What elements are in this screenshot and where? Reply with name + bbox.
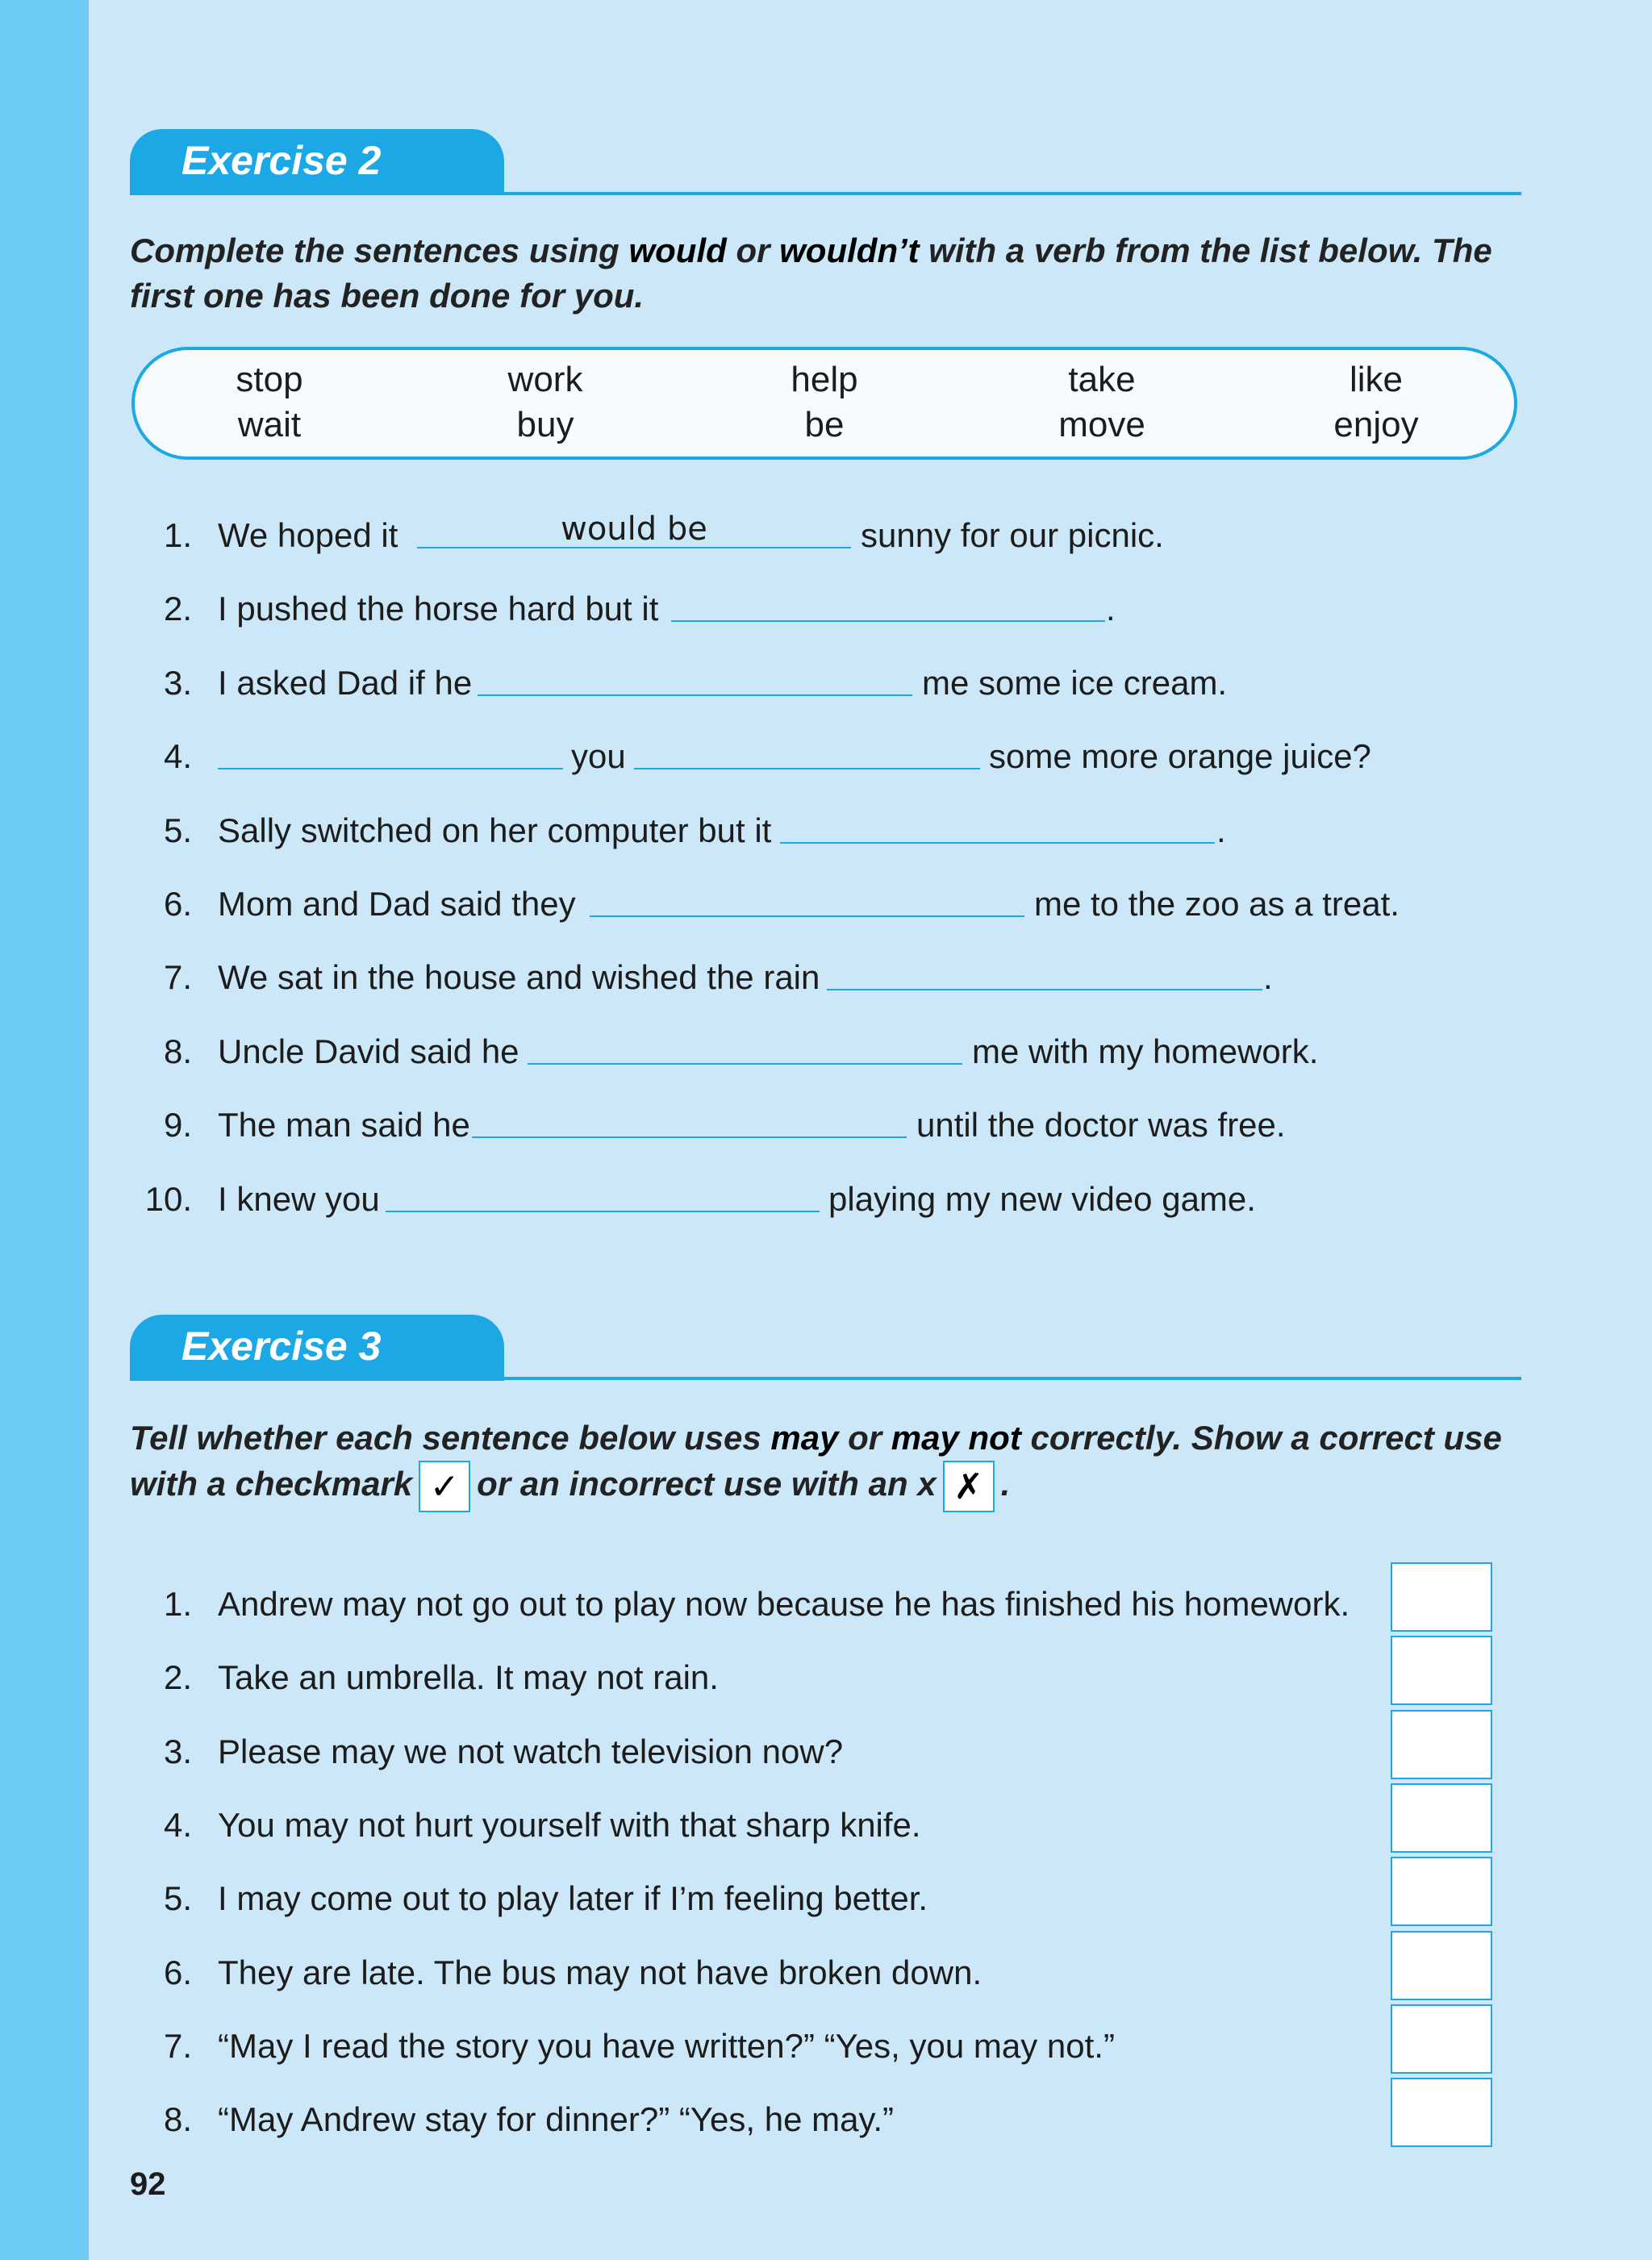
sentence-item [0, 1101, 1652, 1149]
verb-option: move [1058, 405, 1145, 444]
item-number: 1. [163, 516, 192, 554]
item-number: 4. [163, 1805, 192, 1844]
item-number: 7. [163, 2026, 192, 2065]
sentence-start: I pushed the horse hard but it [218, 590, 659, 628]
sentence-text: They are late. The bus may not have broken down. [218, 1953, 982, 1991]
sentence-item [0, 732, 1652, 781]
instruction-text: correctly. Show a correct use [1020, 1419, 1502, 1457]
answer-blank[interactable] [386, 1211, 820, 1212]
answer-blank[interactable] [634, 768, 980, 769]
sentence-item [0, 585, 1652, 633]
instruction-text: with a verb from the list below. The first one has been done for you. [130, 231, 1492, 315]
sentence-text: Andrew may not go out to play now because he has finished his homework. [218, 1585, 1350, 1623]
instruction-text: with a checkmark [130, 1465, 413, 1503]
item-number: 7. [163, 958, 192, 997]
verb-option: work [507, 360, 583, 399]
answer-blank[interactable] [528, 1063, 962, 1065]
page-number: 92 [130, 2166, 166, 2202]
verb-list-box [131, 347, 1517, 460]
answer-checkbox[interactable] [1391, 2004, 1492, 2074]
example-answer: would be [561, 511, 707, 548]
verb-option: stop [236, 360, 303, 399]
sentence-start: I asked Dad if he [218, 663, 473, 702]
item-number: 3. [163, 663, 192, 702]
sentence-end: me with my homework. [972, 1032, 1319, 1070]
sentence-end: until the doctor was free. [916, 1106, 1286, 1145]
sentence-start: Mom and Dad said they [218, 885, 576, 923]
sentence-start: The man said he [218, 1106, 470, 1145]
sentence-end: playing my new video game. [828, 1179, 1256, 1218]
sentence-item [0, 1028, 1652, 1076]
sentence-item [0, 953, 1652, 1002]
verb-option: buy [516, 405, 574, 444]
sentence-text: Take an umbrella. It may not rain. [218, 1658, 719, 1697]
sentence-start: Uncle David said he [218, 1032, 519, 1070]
sentence-text: Please may we not watch television now? [218, 1732, 844, 1770]
sentence-start: We sat in the house and wished the rain [218, 958, 820, 997]
instruction-text: Tell whether each sentence below uses [130, 1419, 771, 1457]
exercise-3-tab [130, 1315, 504, 1381]
answer-checkbox[interactable] [1391, 1931, 1492, 2000]
instruction-text: or [838, 1419, 891, 1457]
answer-checkbox[interactable] [1391, 1783, 1492, 1853]
exercise-2-instruction [130, 228, 1533, 319]
item-number: 2. [163, 590, 192, 628]
instruction-text: or [726, 231, 780, 269]
instruction-keyword: wouldn’t [779, 231, 920, 269]
verb-option: wait [237, 405, 302, 444]
item-number: 4. [163, 737, 192, 776]
sentence-item [0, 807, 1652, 855]
sentence-text: “May I read the story you have written?” “Yes, you may not.” [218, 2026, 1115, 2065]
answer-blank[interactable] [478, 694, 912, 696]
verb-option: like [1349, 360, 1404, 399]
item-number: 5. [163, 1879, 192, 1918]
exercise-3-rule [130, 1377, 1521, 1380]
item-number: 8. [163, 1032, 192, 1070]
answer-blank[interactable] [218, 768, 563, 769]
sentence-item [0, 659, 1652, 707]
item-number: 5. [163, 811, 192, 849]
item-number: 6. [163, 1953, 192, 1991]
instruction-text: Complete the sentences using [130, 231, 629, 269]
instruction-text: . [1000, 1465, 1011, 1503]
exercise-3-instruction [130, 1416, 1533, 1512]
item-number: 2. [163, 1658, 192, 1697]
answer-blank[interactable] [472, 1136, 907, 1138]
sentence-end: me some ice cream. [922, 663, 1228, 702]
sentence-text: “May Andrew stay for dinner?” “Yes, he may.” [218, 2100, 895, 2139]
instruction-keyword: may [770, 1419, 839, 1457]
answer-blank[interactable] [827, 989, 1262, 990]
instruction-keyword: may not [891, 1419, 1021, 1457]
exercise-2-rule [130, 192, 1521, 195]
item-number: 10. [144, 1179, 192, 1218]
exercise-2-title: Exercise 2 [181, 138, 382, 183]
sentence-end: sunny for our picnic. [861, 516, 1164, 554]
instruction-text: or an incorrect use with an x [477, 1465, 937, 1503]
answer-blank[interactable] [780, 842, 1215, 844]
sentence-start: Sally switched on her computer but it [218, 811, 772, 849]
sentence-end: me to the zoo as a treat. [1034, 885, 1400, 923]
item-number: 6. [163, 885, 192, 923]
cross-sample-box: ✗ [943, 1461, 995, 1512]
answer-blank[interactable] [671, 620, 1105, 622]
verb-option: enjoy [1333, 405, 1419, 444]
item-number: 1. [163, 1585, 192, 1623]
answer-checkbox[interactable] [1391, 1857, 1492, 1926]
verb-option: be [804, 405, 845, 444]
sentence-end: . [1263, 958, 1273, 997]
instruction-keyword: would [628, 231, 727, 269]
answer-checkbox[interactable] [1391, 1636, 1492, 1705]
answer-blank[interactable] [590, 915, 1024, 917]
answer-checkbox[interactable] [1391, 1562, 1492, 1632]
item-number: 3. [163, 1732, 192, 1770]
sentence-end: some more orange juice? [989, 737, 1371, 776]
checkmark-sample-box: ✓ [419, 1461, 470, 1512]
answer-checkbox[interactable] [1391, 2078, 1492, 2147]
item-number: 9. [163, 1106, 192, 1145]
sentence-middle: you [571, 737, 626, 776]
sentence-text: You may not hurt yourself with that sharp knife. [218, 1805, 921, 1844]
sentence-text: I may come out to play later if I’m feeling better. [218, 1879, 928, 1918]
sentence-item [0, 511, 1652, 560]
exercise-3-title: Exercise 3 [181, 1324, 382, 1369]
sentence-start: We hoped it [218, 516, 398, 554]
exercise-2-tab [130, 129, 504, 195]
sentence-item [0, 1175, 1652, 1224]
answer-checkbox[interactable] [1391, 1710, 1492, 1779]
verb-option: help [791, 360, 858, 399]
sentence-end: . [1106, 590, 1116, 628]
item-number: 8. [163, 2100, 192, 2139]
sentence-item [0, 880, 1652, 928]
sentence-end: . [1216, 811, 1226, 849]
verb-option: take [1068, 360, 1136, 399]
sentence-start: I knew you [218, 1179, 380, 1218]
